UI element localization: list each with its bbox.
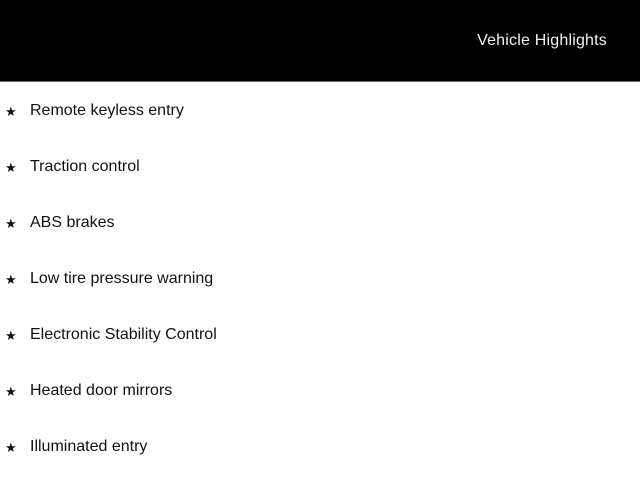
list-item [0, 251, 640, 307]
list-item [0, 419, 640, 475]
feature-label: Heated door mirrors [30, 382, 173, 399]
feature-label: Traction control [30, 158, 140, 175]
star-icon: ★ [5, 215, 17, 231]
header-bar [0, 0, 640, 82]
page-title: Vehicle Highlights [477, 31, 607, 49]
feature-list [0, 82, 640, 475]
feature-label: Electronic Stability Control [30, 326, 217, 343]
list-item [0, 139, 640, 195]
star-icon: ★ [5, 327, 17, 343]
list-item [0, 307, 640, 363]
star-icon: ★ [5, 439, 17, 455]
star-icon: ★ [5, 159, 17, 175]
feature-label: Remote keyless entry [30, 102, 184, 119]
star-icon: ★ [5, 383, 17, 399]
star-icon: ★ [5, 103, 17, 119]
list-item [0, 83, 640, 139]
feature-label: Illuminated entry [30, 438, 148, 455]
list-item [0, 195, 640, 251]
feature-label: ABS brakes [30, 214, 115, 231]
star-icon: ★ [5, 271, 17, 287]
feature-label: Low tire pressure warning [30, 270, 214, 287]
list-item [0, 363, 640, 419]
